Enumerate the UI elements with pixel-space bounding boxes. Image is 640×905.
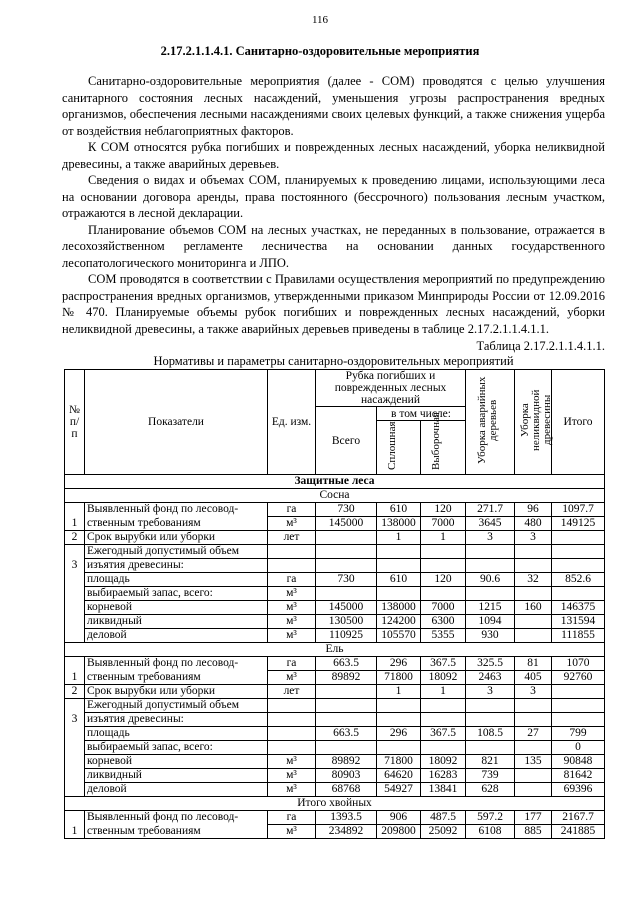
row-label: Ежегодный допустимый объем — [85, 545, 268, 559]
header-total: Всего — [316, 407, 377, 475]
value-cell — [552, 559, 605, 573]
value-cell — [316, 587, 377, 601]
row-unit: лет — [268, 685, 316, 699]
row-unit: м³ — [268, 825, 316, 839]
row-unit: м³ — [268, 615, 316, 629]
row-num: 1 — [65, 671, 85, 685]
row-unit — [268, 741, 316, 755]
row-label: выбираемый запас, всего: — [85, 587, 268, 601]
row-label: изъятия древесины: — [85, 559, 268, 573]
value-cell: 325.5 — [466, 657, 515, 671]
table-row — [65, 769, 605, 783]
table-row — [65, 503, 605, 517]
value-cell — [377, 741, 421, 755]
row-label: ственным требованиям — [85, 671, 268, 685]
group-title — [65, 643, 605, 657]
value-cell: 730 — [316, 503, 377, 517]
value-cell: 138000 — [377, 601, 421, 615]
row-label: ликвидный — [85, 769, 268, 783]
page-number: 116 — [311, 14, 329, 26]
value-cell: 271.7 — [466, 503, 515, 517]
value-cell: 69396 — [552, 783, 605, 797]
value-cell — [552, 685, 605, 699]
row-unit: м³ — [268, 629, 316, 643]
value-cell: 54927 — [377, 783, 421, 797]
value-cell: 146375 — [552, 601, 605, 615]
row-unit: га — [268, 811, 316, 825]
paragraph: СОМ проводятся в соответствии с Правилами осуществления мероприятий по предупреждению распространения вредных организмов, утвержденными приказом Минприроды России от 12.09.2016 № 470. Планируемые объемы рубок погибших и поврежденных лесных насаждений, уборки неликвидной древесины, а также аварийных деревьев приведены в таблице 2.17.2.1.1.4.1.1. — [62, 272, 605, 336]
value-cell: 610 — [377, 503, 421, 517]
value-cell — [421, 713, 466, 727]
value-cell: 120 — [421, 503, 466, 517]
value-cell: 885 — [515, 825, 552, 839]
value-cell — [515, 783, 552, 797]
value-cell — [466, 741, 515, 755]
value-cell: 1 — [377, 531, 421, 545]
row-num: 2 — [65, 685, 85, 699]
value-cell — [421, 699, 466, 713]
value-cell: 610 — [377, 573, 421, 587]
value-cell — [466, 699, 515, 713]
header-clear: Сплошная — [377, 421, 421, 475]
value-cell: 234892 — [316, 825, 377, 839]
value-cell: 80903 — [316, 769, 377, 783]
value-cell: 71800 — [377, 755, 421, 769]
table-row — [65, 573, 605, 587]
row-num — [65, 573, 85, 587]
row-num — [65, 699, 85, 713]
value-cell — [515, 559, 552, 573]
value-cell: 5355 — [421, 629, 466, 643]
paragraph: Сведения о видах и объемах СОМ, планируемых к проведению лицами, использующими леса на основании договора аренды, права постоянного (бессрочного) пользования лесным участком, отражаются в лесной декларации. — [62, 173, 605, 220]
row-num — [65, 741, 85, 755]
table-title: Нормативы и параметры санитарно-оздоровительных мероприятий — [153, 354, 514, 368]
value-cell: 799 — [552, 727, 605, 741]
value-cell: 6300 — [421, 615, 466, 629]
value-cell — [421, 559, 466, 573]
table-row — [65, 741, 605, 755]
value-cell: 663.5 — [316, 657, 377, 671]
value-cell — [515, 587, 552, 601]
row-unit: м³ — [268, 671, 316, 685]
table-label: Таблица 2.17.2.1.1.4.1.1. — [476, 339, 605, 353]
value-cell: 3 — [466, 531, 515, 545]
row-num — [65, 503, 85, 517]
header-including: в том числе: — [377, 407, 466, 421]
row-num — [65, 545, 85, 559]
value-cell: 241885 — [552, 825, 605, 839]
value-cell: 89892 — [316, 755, 377, 769]
value-cell — [316, 559, 377, 573]
value-cell — [552, 713, 605, 727]
value-cell: 149125 — [552, 517, 605, 531]
value-cell: 1097.7 — [552, 503, 605, 517]
value-cell — [466, 713, 515, 727]
value-cell: 81 — [515, 657, 552, 671]
value-cell: 111855 — [552, 629, 605, 643]
table-row — [65, 657, 605, 671]
value-cell: 71800 — [377, 671, 421, 685]
row-label: Срок вырубки или уборки — [85, 531, 268, 545]
value-cell: 135 — [515, 755, 552, 769]
paragraph: Санитарно-оздоровительные мероприятия (далее - СОМ) проводятся с целью улучшения санитарного состояния лесных насаждений, уменьшения угрозы распространения вредных организмов, обеспечения лесными насаждениями своих целевых функций, а также снижения ущерба от воздействия неблагоприятных факторов. — [62, 74, 605, 138]
value-cell — [466, 559, 515, 573]
value-cell: 1215 — [466, 601, 515, 615]
value-cell: 27 — [515, 727, 552, 741]
row-num: 3 — [65, 559, 85, 573]
value-cell: 3645 — [466, 517, 515, 531]
header-indicators: Показатели — [85, 370, 268, 475]
value-cell: 2167.7 — [552, 811, 605, 825]
value-cell — [515, 629, 552, 643]
row-unit — [268, 727, 316, 741]
row-num: 2 — [65, 531, 85, 545]
value-cell — [515, 713, 552, 727]
table-row — [65, 517, 605, 531]
value-cell: 89892 — [316, 671, 377, 685]
value-cell: 145000 — [316, 601, 377, 615]
value-cell: 209800 — [377, 825, 421, 839]
value-cell — [515, 699, 552, 713]
table-row — [65, 755, 605, 769]
value-cell — [515, 615, 552, 629]
row-num — [65, 601, 85, 615]
table-row — [65, 699, 605, 713]
value-cell: 16283 — [421, 769, 466, 783]
row-num — [65, 769, 85, 783]
row-label: Выявленный фонд по лесовод- — [85, 657, 268, 671]
row-num — [65, 727, 85, 741]
table-row — [65, 671, 605, 685]
header-emergency: Уборка аварийных деревьев — [466, 370, 515, 475]
value-cell: 296 — [377, 727, 421, 741]
value-cell — [515, 769, 552, 783]
value-cell: 90848 — [552, 755, 605, 769]
table-row — [65, 545, 605, 559]
group-title-cell: Итого хвойных — [65, 797, 605, 811]
paragraph: Планирование объемов СОМ на лесных участках, не переданных в пользование, отражается в лесохозяйственном регламенте лесничества на основании данных государственного лесопатологического мониторинга и ЛПО. — [62, 222, 605, 270]
value-cell — [552, 531, 605, 545]
row-unit: га — [268, 657, 316, 671]
value-cell: 0 — [552, 741, 605, 755]
row-num — [65, 755, 85, 769]
value-cell — [316, 713, 377, 727]
value-cell: 105570 — [377, 629, 421, 643]
row-label: ственным требованиям — [85, 517, 268, 531]
value-cell: 7000 — [421, 517, 466, 531]
value-cell: 108.5 — [466, 727, 515, 741]
row-num — [65, 615, 85, 629]
row-label: деловой — [85, 629, 268, 643]
row-label: площадь — [85, 727, 268, 741]
row-unit: лет — [268, 531, 316, 545]
value-cell — [421, 587, 466, 601]
table-row — [65, 727, 605, 741]
section-title-cell: Защитные леса — [65, 475, 605, 489]
row-num — [65, 657, 85, 671]
value-cell: 852.6 — [552, 573, 605, 587]
group-title-cell: Ель — [65, 643, 605, 657]
value-cell — [316, 741, 377, 755]
value-cell: 92760 — [552, 671, 605, 685]
section-title — [65, 475, 605, 489]
header-unit: Ед. изм. — [268, 370, 316, 475]
value-cell: 96 — [515, 503, 552, 517]
paragraph: К СОМ относятся рубка погибших и поврежденных лесных насаждений, уборка неликвидной древесины, а также аварийных деревьев. — [62, 140, 605, 171]
value-cell: 130500 — [316, 615, 377, 629]
value-cell: 3 — [515, 685, 552, 699]
value-cell: 3 — [466, 685, 515, 699]
table-row — [65, 783, 605, 797]
value-cell: 110925 — [316, 629, 377, 643]
value-cell: 1070 — [552, 657, 605, 671]
table-row — [65, 825, 605, 839]
row-label: Выявленный фонд по лесовод- — [85, 503, 268, 517]
value-cell: 7000 — [421, 601, 466, 615]
value-cell: 18092 — [421, 671, 466, 685]
row-num: 1 — [65, 517, 85, 531]
group-title — [65, 489, 605, 503]
value-cell — [377, 713, 421, 727]
row-label: ственным требованиям — [85, 825, 268, 839]
value-cell: 930 — [466, 629, 515, 643]
row-unit: м³ — [268, 755, 316, 769]
value-cell: 1 — [421, 685, 466, 699]
row-num: 1 — [65, 825, 85, 839]
header-felling: Рубка погибших и поврежденных лесных насаждений — [316, 370, 466, 407]
value-cell: 131594 — [552, 615, 605, 629]
value-cell — [316, 685, 377, 699]
value-cell: 663.5 — [316, 727, 377, 741]
value-cell: 124200 — [377, 615, 421, 629]
value-cell: 1 — [377, 685, 421, 699]
value-cell: 730 — [316, 573, 377, 587]
row-num: 3 — [65, 713, 85, 727]
value-cell: 2463 — [466, 671, 515, 685]
value-cell — [421, 741, 466, 755]
row-label: деловой — [85, 783, 268, 797]
value-cell — [316, 531, 377, 545]
row-unit: га — [268, 573, 316, 587]
value-cell — [466, 545, 515, 559]
value-cell: 367.5 — [421, 727, 466, 741]
value-cell: 32 — [515, 573, 552, 587]
header-illiquid: Уборка неликвидной древесины — [515, 370, 552, 475]
value-cell: 597.2 — [466, 811, 515, 825]
table-row — [65, 601, 605, 615]
value-cell: 160 — [515, 601, 552, 615]
value-cell: 25092 — [421, 825, 466, 839]
value-cell — [377, 699, 421, 713]
value-cell — [268, 545, 316, 559]
value-cell: 81642 — [552, 769, 605, 783]
value-cell: 405 — [515, 671, 552, 685]
table-row — [65, 559, 605, 573]
value-cell: 739 — [466, 769, 515, 783]
value-cell: 1393.5 — [316, 811, 377, 825]
value-cell: 296 — [377, 657, 421, 671]
table-row — [65, 713, 605, 727]
row-num — [65, 629, 85, 643]
value-cell: 3 — [515, 531, 552, 545]
value-cell: 68768 — [316, 783, 377, 797]
value-cell — [515, 545, 552, 559]
row-label: Срок вырубки или уборки — [85, 685, 268, 699]
value-cell: 138000 — [377, 517, 421, 531]
value-cell: 1094 — [466, 615, 515, 629]
row-label: изъятия древесины: — [85, 713, 268, 727]
value-cell — [377, 587, 421, 601]
row-label: выбираемый запас, всего: — [85, 741, 268, 755]
header-selective: Выборочная — [421, 421, 466, 475]
value-cell: 64620 — [377, 769, 421, 783]
row-unit: м³ — [268, 517, 316, 531]
row-unit: м³ — [268, 783, 316, 797]
value-cell: 628 — [466, 783, 515, 797]
section-heading: 2.17.2.1.1.4.1. Санитарно-оздоровительные мероприятия — [160, 44, 480, 58]
row-label: корневой — [85, 755, 268, 769]
value-cell: 177 — [515, 811, 552, 825]
table-row — [65, 531, 605, 545]
value-cell — [466, 587, 515, 601]
value-cell — [515, 741, 552, 755]
table-row — [65, 685, 605, 699]
value-cell — [421, 545, 466, 559]
value-cell — [316, 545, 377, 559]
row-unit: га — [268, 503, 316, 517]
value-cell — [316, 699, 377, 713]
value-cell: 90.6 — [466, 573, 515, 587]
value-cell: 145000 — [316, 517, 377, 531]
value-cell: 120 — [421, 573, 466, 587]
table-row — [65, 615, 605, 629]
value-cell: 367.5 — [421, 657, 466, 671]
value-cell: 821 — [466, 755, 515, 769]
row-label: площадь — [85, 573, 268, 587]
row-unit: м³ — [268, 769, 316, 783]
value-cell: 480 — [515, 517, 552, 531]
row-num — [65, 811, 85, 825]
value-cell: 906 — [377, 811, 421, 825]
value-cell: 487.5 — [421, 811, 466, 825]
table-row — [65, 587, 605, 601]
value-cell: 13841 — [421, 783, 466, 797]
table-row — [65, 629, 605, 643]
value-cell — [268, 699, 316, 713]
value-cell — [377, 545, 421, 559]
data-table — [64, 369, 605, 839]
body-text — [62, 73, 605, 355]
row-label: ликвидный — [85, 615, 268, 629]
value-cell — [268, 559, 316, 573]
value-cell — [377, 559, 421, 573]
value-cell — [552, 545, 605, 559]
value-cell — [268, 713, 316, 727]
value-cell: 6108 — [466, 825, 515, 839]
table-row — [65, 811, 605, 825]
row-label: корневой — [85, 601, 268, 615]
row-num — [65, 783, 85, 797]
value-cell: 1 — [421, 531, 466, 545]
group-title-cell: Сосна — [65, 489, 605, 503]
row-label: Ежегодный допустимый объем — [85, 699, 268, 713]
value-cell — [552, 699, 605, 713]
value-cell — [552, 587, 605, 601]
row-unit: м³ — [268, 601, 316, 615]
row-unit: м³ — [268, 587, 316, 601]
row-num — [65, 587, 85, 601]
header-num: № п/п — [65, 370, 85, 475]
value-cell: 18092 — [421, 755, 466, 769]
row-label: Выявленный фонд по лесовод- — [85, 811, 268, 825]
group-title — [65, 797, 605, 811]
header-sum: Итого — [552, 370, 605, 475]
